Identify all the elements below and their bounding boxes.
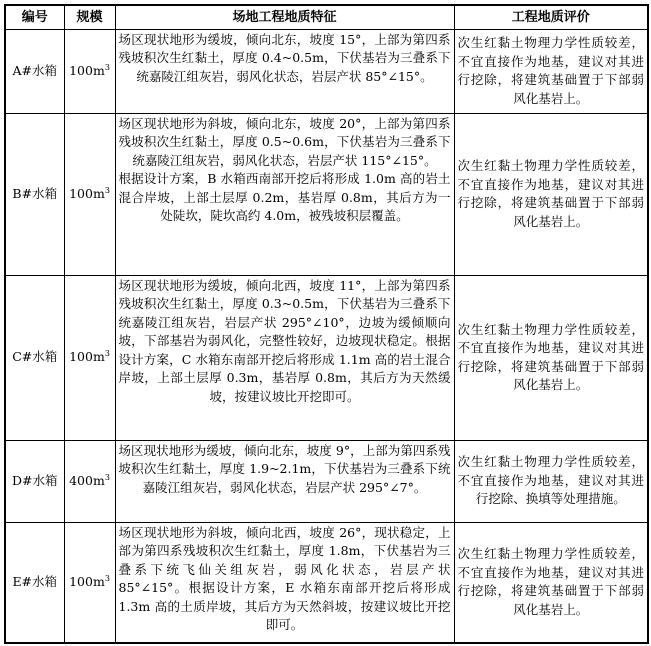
evaluation-text: 次生红黏土物理力学性质较差，不宜直接作为地基，建议对其进行挖除，将建筑基础置于下部弱风化基岩上。 [457,35,644,106]
header-id: 编号 [5,5,64,29]
geo-evaluation [454,522,648,643]
evaluation-text: 次生红黏土物理力学性质较差，不宜直接作为地基，建议对其进行挖除，将建筑基础置于下部弱风化基岩上。 [457,158,644,229]
feature-paragraph: 场区现状地形为缓坡，倾向北西，坡度 11°，上部为第四系残坡积次生红黏土，厚度 0.3~0.5m，下伏基岩为三叠系下统嘉陵江组灰岩，岩层产状 295°∠10°，边坡为缓倾顺向坡，下部基岩为弱风化，完整性较好，边坡现状稳定。根据设计方案，C 水箱东南部开挖后将形成 1.1m 高的岩土混合岸坡，上部土层厚 0.3m，基岩厚 0.8m，其后方为天然缓坡，按建议坡比开挖即可。 [118,277,451,404]
evaluation-text: 次生红黏土物理力学性质较差，不宜直接作为地基，建议对其进行挖除，将建筑基础置于下部弱风化基岩上。 [457,321,644,392]
tank-id: A#水箱 [5,29,64,113]
feature-paragraph: 场区现状地形为缓坡，倾向北东，坡度 9°，上部为第四系残坡积次生红黏土，厚度 1.9~2.1m，下伏基岩为三叠系下统嘉陵江组灰岩，弱风化状态，岩层产状 295°∠7°。 [118,442,451,495]
tank-scale [64,29,115,113]
scale-value: 100m [69,185,105,201]
feature-paragraph: 场区现状地形为斜坡，倾向北西，坡度 26°，现状稳定，上部为第四系残坡积次生红黏土，厚度 1.8m，下伏基岩为三叠系下统飞仙关组灰岩，弱风化状态，岩层产状 85°∠15°。根据设计方案，E 水箱东南部开挖后将形成 1.3m 高的土质岸坡，其后方为天然斜坡，按建议坡比开挖即可。 [118,524,451,632]
site-features [115,29,454,113]
header-evaluation: 工程地质评价 [454,5,648,29]
tank-id: B#水箱 [5,113,64,275]
tank-id: D#水箱 [5,440,64,522]
evaluation-text: 次生红黏土物理力学性质较差，不宜直接作为地基，建议对其进行挖除、换填等处理措施。 [457,454,644,507]
scale-exponent: 3 [104,62,110,72]
geology-table [4,4,649,644]
tank-scale [64,522,115,643]
geo-evaluation [454,440,648,522]
table-row [5,275,648,440]
geo-evaluation [454,275,648,440]
site-features [115,113,454,275]
table-row [5,440,648,522]
scale-value: 100m [69,349,105,365]
table-row [5,522,648,643]
tank-scale [64,440,115,522]
scale-exponent: 3 [104,185,110,195]
scale-exponent: 3 [104,349,110,359]
feature-paragraph: 场区现状地形为斜坡，倾向北东，坡度 20°，上部为第四系残坡积次生红黏土，厚度 0.5~0.6m，下伏基岩为三叠系下统嘉陵江组灰岩，弱风化状态，岩层产状 115°∠15°。 [118,115,451,168]
scale-value: 100m [69,62,105,78]
table-row [5,113,648,275]
geo-evaluation [454,29,648,113]
header-scale: 规模 [64,5,115,29]
header-features: 场地工程地质特征 [115,5,454,29]
header-row [5,5,648,29]
geo-evaluation [454,113,648,275]
site-features [115,440,454,522]
site-features [115,522,454,643]
feature-paragraph: 根据设计方案，B 水箱西南部开挖后将形成 1.0m 高的岩土混合岸坡，上部土层厚 0.2m，基岩厚 0.8m，其后方为一处陡坎，陡坎高约 4.0m，被残坡积层覆盖。 [118,171,451,223]
scale-exponent: 3 [104,472,110,482]
scale-value: 100m [69,574,105,589]
tank-id: E#水箱 [5,522,64,643]
tank-id: C#水箱 [5,275,64,440]
tank-scale [64,275,115,440]
tank-scale [64,113,115,275]
site-features [115,275,454,440]
evaluation-text: 次生红黏土物理力学性质较差，不宜直接作为地基，建议对其进行挖除，将建筑基础置于下部弱风化基岩上。 [457,546,644,617]
scale-value: 400m [69,472,105,488]
feature-paragraph: 场区现状地形为缓坡，倾向北东，坡度 15°，上部为第四系残坡积次生红黏土，厚度 0.4~0.5m，下伏基岩为三叠系下统嘉陵江组灰岩，弱风化状态，岩层产状 85°∠15°。 [118,31,451,84]
table-row [5,29,648,113]
scale-exponent: 3 [104,574,110,583]
